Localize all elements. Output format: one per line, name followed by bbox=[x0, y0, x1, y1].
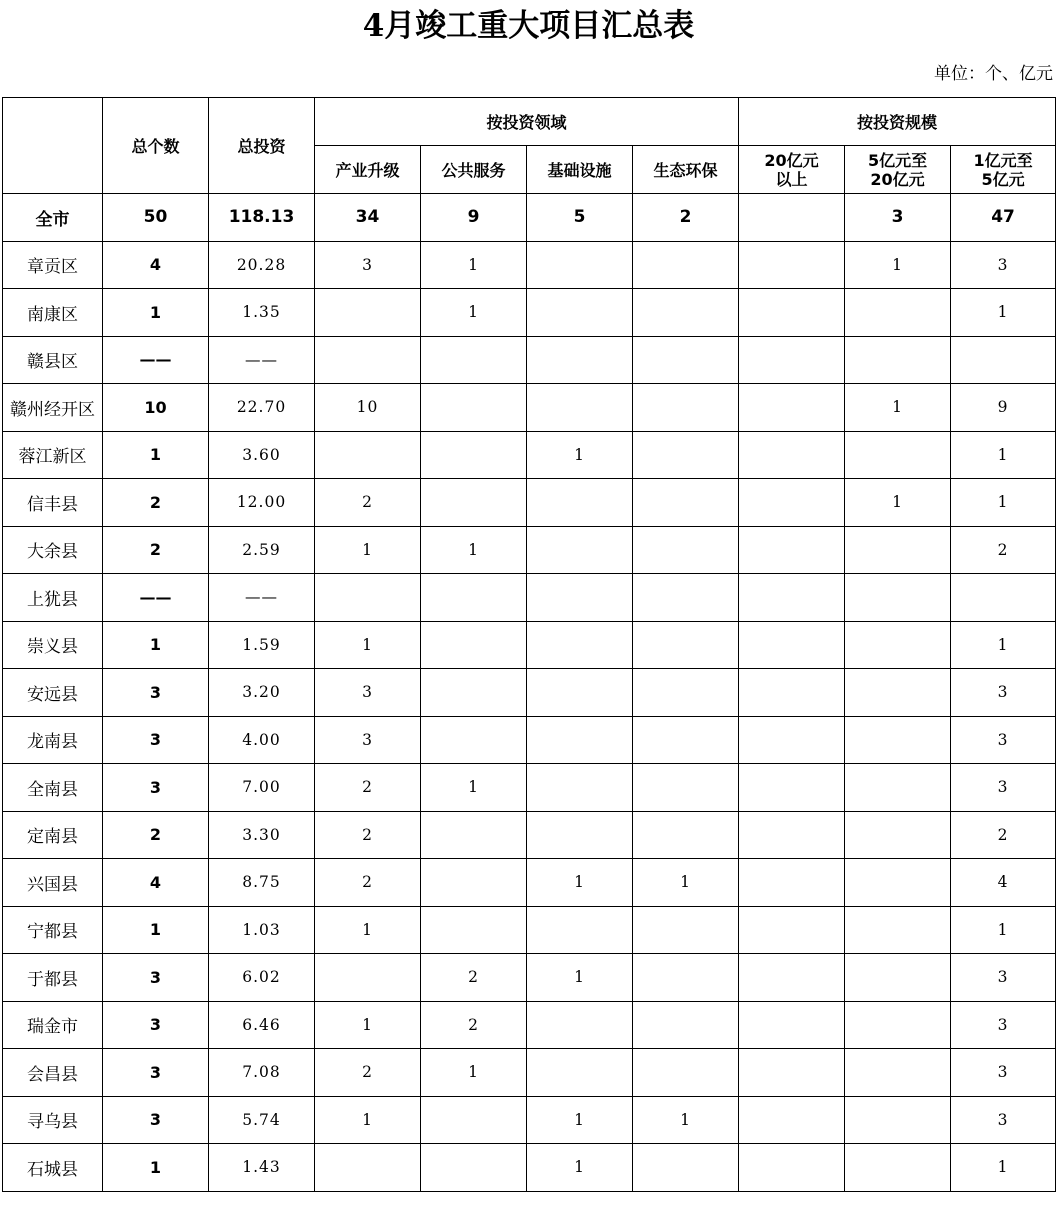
region-name: 信丰县 bbox=[3, 479, 103, 527]
cell-public-service bbox=[421, 716, 527, 764]
total-investment: 7.08 bbox=[209, 1049, 315, 1097]
cell-scale-over-20 bbox=[739, 289, 845, 337]
project-count: 50 bbox=[103, 194, 209, 242]
total-investment: 22.70 bbox=[209, 384, 315, 432]
cell-industry: 3 bbox=[315, 716, 421, 764]
cell-infrastructure: 5 bbox=[527, 194, 633, 242]
cell-infrastructure bbox=[527, 811, 633, 859]
cell-ecology bbox=[633, 811, 739, 859]
cell-public-service bbox=[421, 384, 527, 432]
table-row bbox=[3, 431, 1056, 479]
table-row bbox=[3, 859, 1056, 907]
project-count: 3 bbox=[103, 764, 209, 812]
cell-industry: 3 bbox=[315, 241, 421, 289]
cell-industry bbox=[315, 289, 421, 337]
total-investment: 6.02 bbox=[209, 954, 315, 1002]
cell-industry bbox=[315, 336, 421, 384]
cell-public-service bbox=[421, 479, 527, 527]
cell-infrastructure: 1 bbox=[527, 431, 633, 479]
table-row bbox=[3, 479, 1056, 527]
total-investment: —— bbox=[209, 574, 315, 622]
cell-public-service: 1 bbox=[421, 526, 527, 574]
project-count: —— bbox=[103, 336, 209, 384]
cell-public-service bbox=[421, 431, 527, 479]
cell-ecology: 1 bbox=[633, 859, 739, 907]
table-row bbox=[3, 1049, 1056, 1097]
cell-infrastructure bbox=[527, 574, 633, 622]
cell-infrastructure bbox=[527, 526, 633, 574]
cell-infrastructure bbox=[527, 384, 633, 432]
cell-public-service: 1 bbox=[421, 241, 527, 289]
total-investment: 2.59 bbox=[209, 526, 315, 574]
header-by-field: 按投资领域 bbox=[315, 98, 739, 146]
project-count: —— bbox=[103, 574, 209, 622]
cell-scale-over-20 bbox=[739, 526, 845, 574]
table-row bbox=[3, 1001, 1056, 1049]
project-count: 10 bbox=[103, 384, 209, 432]
project-count: 2 bbox=[103, 479, 209, 527]
cell-public-service: 1 bbox=[421, 289, 527, 337]
cell-industry: 2 bbox=[315, 811, 421, 859]
cell-public-service bbox=[421, 859, 527, 907]
cell-infrastructure bbox=[527, 1001, 633, 1049]
project-count: 3 bbox=[103, 716, 209, 764]
cell-scale-1-to-5: 9 bbox=[951, 384, 1056, 432]
cell-infrastructure bbox=[527, 716, 633, 764]
table-row bbox=[3, 811, 1056, 859]
cell-scale-5-to-20 bbox=[845, 336, 951, 384]
table-row bbox=[3, 574, 1056, 622]
cell-infrastructure bbox=[527, 241, 633, 289]
cell-industry: 1 bbox=[315, 1096, 421, 1144]
cell-public-service: 9 bbox=[421, 194, 527, 242]
table-row bbox=[3, 764, 1056, 812]
cell-scale-over-20 bbox=[739, 1001, 845, 1049]
cell-public-service bbox=[421, 811, 527, 859]
cell-scale-1-to-5: 47 bbox=[951, 194, 1056, 242]
cell-industry: 1 bbox=[315, 1001, 421, 1049]
total-investment: 1.35 bbox=[209, 289, 315, 337]
cell-scale-5-to-20 bbox=[845, 621, 951, 669]
cell-scale-1-to-5: 1 bbox=[951, 906, 1056, 954]
table-body bbox=[3, 194, 1056, 1192]
table-row bbox=[3, 906, 1056, 954]
cell-scale-5-to-20 bbox=[845, 764, 951, 812]
region-name: 会昌县 bbox=[3, 1049, 103, 1097]
cell-scale-over-20 bbox=[739, 716, 845, 764]
region-name: 崇义县 bbox=[3, 621, 103, 669]
region-name: 赣州经开区 bbox=[3, 384, 103, 432]
project-count: 1 bbox=[103, 289, 209, 337]
cell-ecology bbox=[633, 241, 739, 289]
cell-scale-1-to-5: 3 bbox=[951, 669, 1056, 717]
cell-public-service bbox=[421, 669, 527, 717]
table-header bbox=[3, 98, 1056, 194]
cell-ecology bbox=[633, 431, 739, 479]
cell-industry bbox=[315, 431, 421, 479]
cell-scale-1-to-5: 3 bbox=[951, 1001, 1056, 1049]
total-investment: 8.75 bbox=[209, 859, 315, 907]
cell-ecology bbox=[633, 479, 739, 527]
cell-ecology bbox=[633, 574, 739, 622]
cell-scale-over-20 bbox=[739, 669, 845, 717]
cell-scale-5-to-20 bbox=[845, 1144, 951, 1192]
header-field-ecology: 生态环保 bbox=[633, 146, 739, 194]
cell-scale-over-20 bbox=[739, 811, 845, 859]
cell-infrastructure bbox=[527, 289, 633, 337]
cell-infrastructure bbox=[527, 621, 633, 669]
header-blank bbox=[3, 98, 103, 194]
table-row bbox=[3, 716, 1056, 764]
project-count: 4 bbox=[103, 859, 209, 907]
cell-industry: 34 bbox=[315, 194, 421, 242]
cell-scale-1-to-5 bbox=[951, 574, 1056, 622]
total-investment: 3.60 bbox=[209, 431, 315, 479]
cell-ecology bbox=[633, 336, 739, 384]
cell-scale-over-20 bbox=[739, 241, 845, 289]
region-name: 上犹县 bbox=[3, 574, 103, 622]
cell-industry: 1 bbox=[315, 621, 421, 669]
cell-scale-over-20 bbox=[739, 859, 845, 907]
total-investment: 20.28 bbox=[209, 241, 315, 289]
cell-public-service bbox=[421, 906, 527, 954]
region-name: 定南县 bbox=[3, 811, 103, 859]
region-name: 南康区 bbox=[3, 289, 103, 337]
cell-scale-5-to-20 bbox=[845, 1049, 951, 1097]
project-count: 1 bbox=[103, 621, 209, 669]
cell-infrastructure: 1 bbox=[527, 954, 633, 1002]
cell-scale-5-to-20 bbox=[845, 289, 951, 337]
header-scale-1-to-5: 1亿元至 5亿元 bbox=[951, 146, 1056, 194]
cell-ecology bbox=[633, 621, 739, 669]
project-count: 3 bbox=[103, 1001, 209, 1049]
cell-scale-5-to-20 bbox=[845, 669, 951, 717]
cell-scale-1-to-5: 3 bbox=[951, 954, 1056, 1002]
cell-infrastructure bbox=[527, 764, 633, 812]
cell-scale-over-20 bbox=[739, 479, 845, 527]
cell-ecology bbox=[633, 669, 739, 717]
cell-scale-over-20 bbox=[739, 1096, 845, 1144]
cell-ecology bbox=[633, 954, 739, 1002]
cell-public-service: 2 bbox=[421, 1001, 527, 1049]
region-name: 赣县区 bbox=[3, 336, 103, 384]
region-name: 瑞金市 bbox=[3, 1001, 103, 1049]
total-investment: 7.00 bbox=[209, 764, 315, 812]
cell-scale-5-to-20: 1 bbox=[845, 384, 951, 432]
region-name: 龙南县 bbox=[3, 716, 103, 764]
page-title: 4月竣工重大项目汇总表 bbox=[362, 8, 695, 44]
cell-scale-5-to-20: 1 bbox=[845, 241, 951, 289]
region-name: 全南县 bbox=[3, 764, 103, 812]
cell-scale-5-to-20 bbox=[845, 1096, 951, 1144]
table-row bbox=[3, 289, 1056, 337]
region-name: 寻乌县 bbox=[3, 1096, 103, 1144]
total-investment: 3.30 bbox=[209, 811, 315, 859]
cell-scale-1-to-5: 2 bbox=[951, 526, 1056, 574]
cell-infrastructure bbox=[527, 336, 633, 384]
total-investment: 4.00 bbox=[209, 716, 315, 764]
cell-scale-over-20 bbox=[739, 906, 845, 954]
cell-scale-over-20 bbox=[739, 336, 845, 384]
header-field-infrastructure: 基础设施 bbox=[527, 146, 633, 194]
cell-scale-1-to-5: 3 bbox=[951, 241, 1056, 289]
cell-scale-over-20 bbox=[739, 431, 845, 479]
header-total-invest: 总投资 bbox=[209, 98, 315, 194]
cell-industry bbox=[315, 1144, 421, 1192]
cell-scale-over-20 bbox=[739, 621, 845, 669]
cell-infrastructure bbox=[527, 669, 633, 717]
table-row bbox=[3, 1144, 1056, 1192]
project-count: 3 bbox=[103, 1049, 209, 1097]
cell-scale-1-to-5: 3 bbox=[951, 1049, 1056, 1097]
cell-scale-5-to-20 bbox=[845, 859, 951, 907]
cell-public-service: 1 bbox=[421, 1049, 527, 1097]
cell-infrastructure bbox=[527, 479, 633, 527]
cell-ecology bbox=[633, 1001, 739, 1049]
header-scale-over-20: 20亿元 以上 bbox=[739, 146, 845, 194]
cell-scale-1-to-5: 3 bbox=[951, 764, 1056, 812]
total-investment: 1.03 bbox=[209, 906, 315, 954]
cell-scale-5-to-20: 3 bbox=[845, 194, 951, 242]
cell-scale-1-to-5 bbox=[951, 336, 1056, 384]
table-row bbox=[3, 669, 1056, 717]
cell-scale-5-to-20 bbox=[845, 906, 951, 954]
cell-ecology bbox=[633, 716, 739, 764]
total-investment: 1.43 bbox=[209, 1144, 315, 1192]
table-row bbox=[3, 621, 1056, 669]
cell-industry: 1 bbox=[315, 906, 421, 954]
cell-scale-over-20 bbox=[739, 574, 845, 622]
table-row bbox=[3, 526, 1056, 574]
cell-scale-1-to-5: 1 bbox=[951, 1144, 1056, 1192]
cell-scale-over-20 bbox=[739, 764, 845, 812]
summary-table bbox=[2, 97, 1056, 1192]
cell-ecology bbox=[633, 526, 739, 574]
total-investment: 6.46 bbox=[209, 1001, 315, 1049]
cell-public-service bbox=[421, 1144, 527, 1192]
total-investment: 3.20 bbox=[209, 669, 315, 717]
project-count: 4 bbox=[103, 241, 209, 289]
cell-public-service: 1 bbox=[421, 764, 527, 812]
cell-scale-over-20 bbox=[739, 1144, 845, 1192]
region-name: 大余县 bbox=[3, 526, 103, 574]
region-name: 安远县 bbox=[3, 669, 103, 717]
project-count: 2 bbox=[103, 526, 209, 574]
cell-public-service bbox=[421, 574, 527, 622]
cell-infrastructure: 1 bbox=[527, 1096, 633, 1144]
cell-scale-5-to-20 bbox=[845, 574, 951, 622]
cell-scale-1-to-5: 3 bbox=[951, 1096, 1056, 1144]
total-investment: 12.00 bbox=[209, 479, 315, 527]
cell-industry: 2 bbox=[315, 764, 421, 812]
project-count: 1 bbox=[103, 431, 209, 479]
project-count: 3 bbox=[103, 954, 209, 1002]
region-name: 全市 bbox=[3, 194, 103, 242]
cell-scale-5-to-20 bbox=[845, 716, 951, 764]
cell-scale-1-to-5: 2 bbox=[951, 811, 1056, 859]
region-name: 石城县 bbox=[3, 1144, 103, 1192]
cell-industry bbox=[315, 574, 421, 622]
cell-ecology bbox=[633, 384, 739, 432]
header-by-scale: 按投资规模 bbox=[739, 98, 1056, 146]
cell-public-service: 2 bbox=[421, 954, 527, 1002]
cell-scale-1-to-5: 1 bbox=[951, 621, 1056, 669]
region-name: 于都县 bbox=[3, 954, 103, 1002]
project-count: 3 bbox=[103, 1096, 209, 1144]
cell-scale-1-to-5: 1 bbox=[951, 479, 1056, 527]
cell-infrastructure bbox=[527, 906, 633, 954]
cell-infrastructure: 1 bbox=[527, 1144, 633, 1192]
total-investment: 5.74 bbox=[209, 1096, 315, 1144]
cell-ecology: 2 bbox=[633, 194, 739, 242]
header-field-industry: 产业升级 bbox=[315, 146, 421, 194]
cell-scale-over-20 bbox=[739, 384, 845, 432]
cell-industry: 2 bbox=[315, 1049, 421, 1097]
cell-scale-5-to-20 bbox=[845, 954, 951, 1002]
cell-ecology bbox=[633, 764, 739, 812]
total-row bbox=[3, 194, 1056, 242]
table-row bbox=[3, 954, 1056, 1002]
cell-industry bbox=[315, 954, 421, 1002]
cell-scale-over-20 bbox=[739, 1049, 845, 1097]
table-row bbox=[3, 1096, 1056, 1144]
cell-scale-over-20 bbox=[739, 954, 845, 1002]
region-name: 兴国县 bbox=[3, 859, 103, 907]
cell-scale-5-to-20 bbox=[845, 526, 951, 574]
unit-label: 单位：个、亿元 bbox=[934, 64, 1053, 84]
cell-scale-5-to-20 bbox=[845, 431, 951, 479]
cell-infrastructure: 1 bbox=[527, 859, 633, 907]
cell-ecology bbox=[633, 1144, 739, 1192]
cell-industry: 2 bbox=[315, 859, 421, 907]
table-row bbox=[3, 241, 1056, 289]
cell-scale-1-to-5: 1 bbox=[951, 289, 1056, 337]
cell-public-service bbox=[421, 621, 527, 669]
project-count: 1 bbox=[103, 1144, 209, 1192]
region-name: 章贡区 bbox=[3, 241, 103, 289]
cell-ecology bbox=[633, 1049, 739, 1097]
cell-ecology bbox=[633, 289, 739, 337]
cell-scale-over-20 bbox=[739, 194, 845, 242]
cell-scale-1-to-5: 1 bbox=[951, 431, 1056, 479]
region-name: 宁都县 bbox=[3, 906, 103, 954]
total-investment: 1.59 bbox=[209, 621, 315, 669]
cell-public-service bbox=[421, 336, 527, 384]
cell-infrastructure bbox=[527, 1049, 633, 1097]
project-count: 1 bbox=[103, 906, 209, 954]
cell-scale-5-to-20 bbox=[845, 1001, 951, 1049]
table-row bbox=[3, 384, 1056, 432]
region-name: 蓉江新区 bbox=[3, 431, 103, 479]
cell-scale-1-to-5: 3 bbox=[951, 716, 1056, 764]
header-field-public-service: 公共服务 bbox=[421, 146, 527, 194]
project-count: 2 bbox=[103, 811, 209, 859]
header-total-count: 总个数 bbox=[103, 98, 209, 194]
cell-industry: 10 bbox=[315, 384, 421, 432]
cell-public-service bbox=[421, 1096, 527, 1144]
cell-ecology bbox=[633, 906, 739, 954]
cell-industry: 3 bbox=[315, 669, 421, 717]
header-scale-5-to-20: 5亿元至 20亿元 bbox=[845, 146, 951, 194]
cell-ecology: 1 bbox=[633, 1096, 739, 1144]
project-count: 3 bbox=[103, 669, 209, 717]
cell-industry: 2 bbox=[315, 479, 421, 527]
cell-industry: 1 bbox=[315, 526, 421, 574]
cell-scale-5-to-20 bbox=[845, 811, 951, 859]
table-row bbox=[3, 336, 1056, 384]
cell-scale-5-to-20: 1 bbox=[845, 479, 951, 527]
cell-scale-1-to-5: 4 bbox=[951, 859, 1056, 907]
total-investment: —— bbox=[209, 336, 315, 384]
total-investment: 118.13 bbox=[209, 194, 315, 242]
